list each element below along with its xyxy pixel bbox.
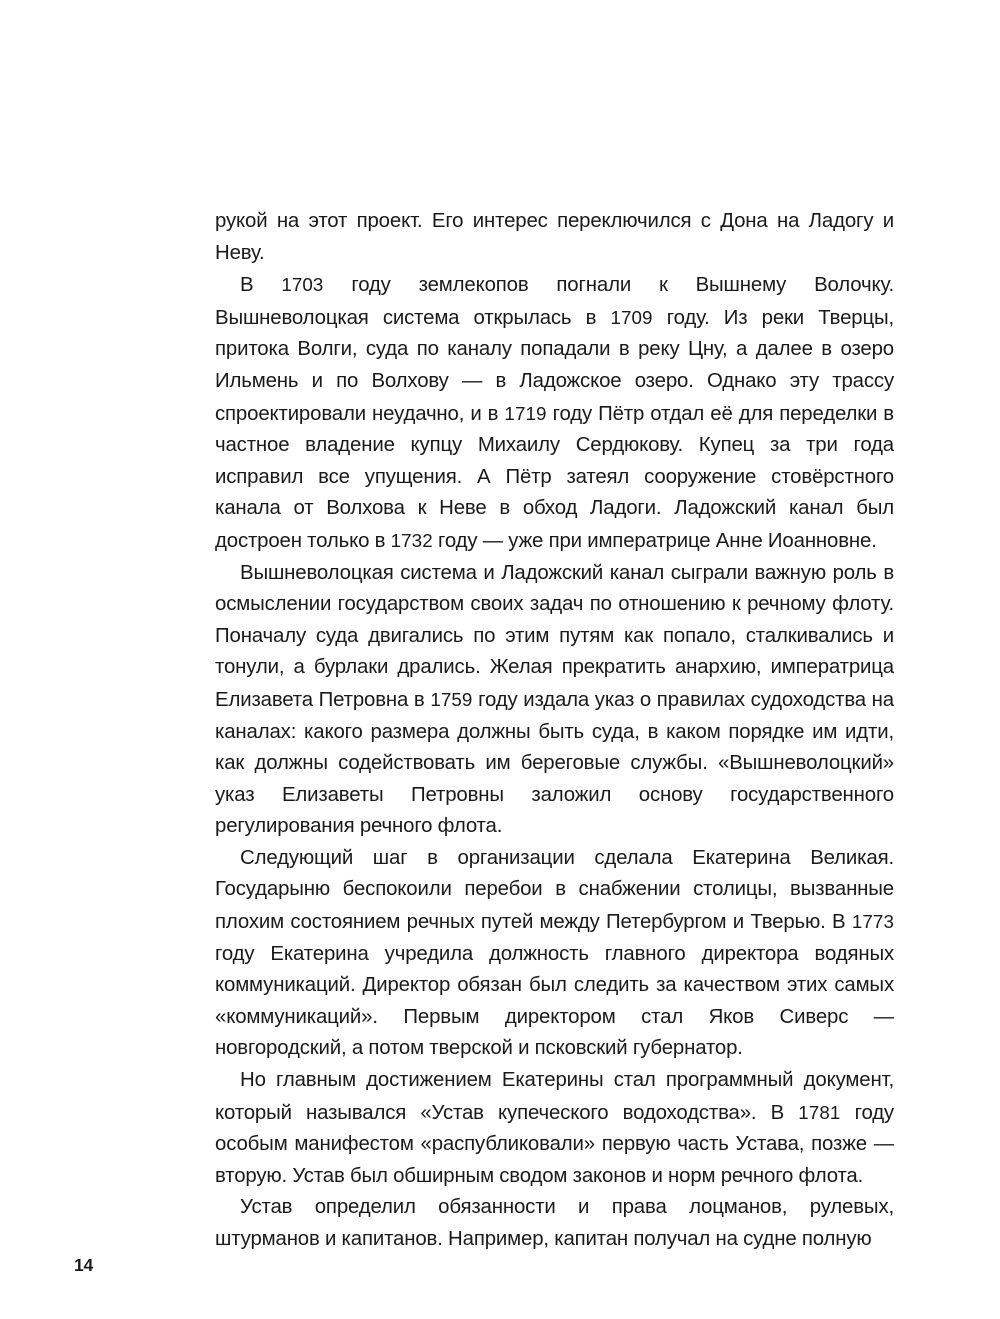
paragraph-ustav-duties: Устав определил обязанности и права лоцманов, рулевых, штурманов и капитанов. Например, капитан получал на судне полную (215, 1196, 894, 1250)
paragraph-continuation: рукой на этот проект. Его интерес переключился с Дона на Ладогу и Неву. (215, 210, 894, 264)
paragraph-vyshny-volochok: В 1703 году землекопов погнали к Вышнему Волочку. Вышневолоцкая система открылась в 1709 году. Из реки Тверцы, притока Волги, суда по каналу попадали в реку Цну, а далее в озеро Ильмень и по Волхову — в Ладожское озеро. Однако эту трассу спроектировали неудачно, и в 1719 году Пётр отдал её для переделки в частное владение купцу Михаилу Сердюкову. Купец за три года исправил все упущения. А Пётр затеял сооружение стовёрстного канала от Волхова к Неве в обход Ладоги. Ладожский канал был достроен только в 1732 году — уже при императрице Анне Иоанновне. (215, 274, 894, 552)
paragraph-elizaveta-decree: Вышневолоцкая система и Ладожский канал сыграли важную роль в осмыслении государством своих задач по отношению к речному флоту. Поначалу суда двигались по этим путям как попало, сталкивались и тонули, а бурлаки дрались. Желая прекратить анархию, императрица Елизавета Петровна в 1759 году издала указ о правилах судоходства на каналах: какого размера должны быть суда, в каком порядке им идти, как должны содействовать им береговые службы. «Вышневолоцкий» указ Елизаветы Петровны заложил основу государственного регулирования речного флота. (215, 561, 894, 838)
page-number: 14 (74, 1255, 94, 1275)
paragraph-ustav-document: Но главным достижением Екатерины стал программный документ, который назывался «Устав купеческого водоходства». В 1781 году особым манифестом «распубликовали» первую часть Устава, позже — вторую. Устав был обширным сводом законов и норм речного флота. (215, 1069, 894, 1187)
body-text-column (215, 206, 894, 1256)
paragraph-catherine-director: Следующий шаг в организации сделала Екатерина Великая. Государыню беспокоили перебои в снабжении столицы, вызванные плохим состоянием речных путей между Петербургом и Тверью. В 1773 году Екатерина учредила должность главного директора водяных коммуникаций. Директор обязан был следить за качеством этих самых «коммуникаций». Первым директором стал Яков Сиверс — новгородский, а потом тверской и псковский губернатор. (215, 846, 894, 1060)
